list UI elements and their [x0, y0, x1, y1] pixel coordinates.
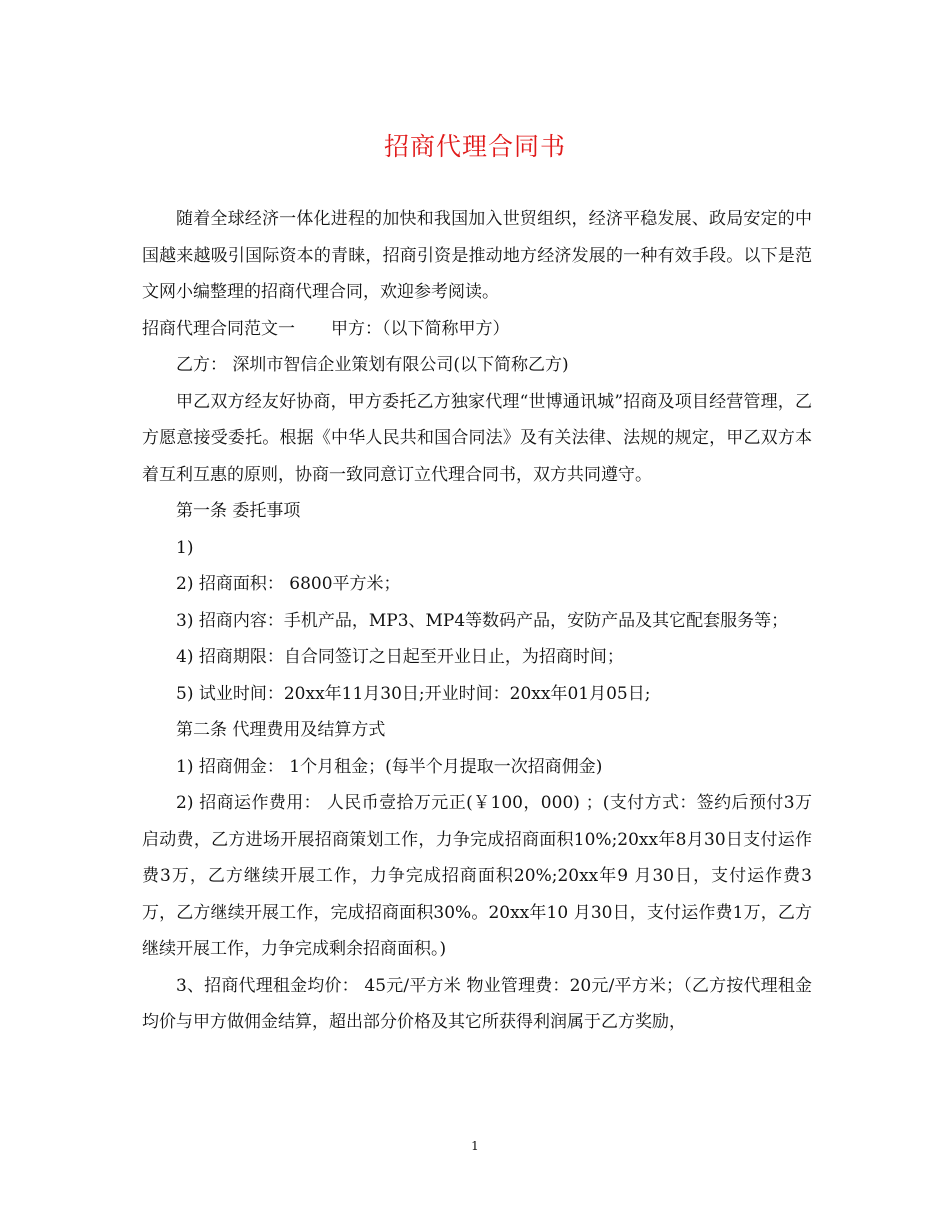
article-1-item: 5) 试业时间：20xx年11月30日;开业时间：20xx年01月05日; — [176, 683, 651, 704]
document-body — [142, 201, 812, 1041]
sample-heading: 招商代理合同范文一 — [142, 318, 295, 339]
article-1-item: 1) — [176, 537, 194, 558]
preamble-paragraph: 甲乙双方经友好协商，甲方委托乙方独家代理“世博通讯城”招商及项目经营管理，乙方愿意接受委托。根据《中华人民共和国合同法》及有关法律、法规的规定，甲乙双方本着互利互惠的原则，协商一致同意订立代理合同书，双方共同遵守。 — [142, 391, 812, 485]
document-title: 招商代理合同书 — [383, 132, 566, 161]
article-1-item: 2) 招商面积： 6800平方米； — [176, 574, 401, 594]
page-number: 1 — [471, 1139, 479, 1153]
article-1-title: 第一条 委托事项 — [176, 501, 301, 521]
article-2-title: 第二条 代理费用及结算方式 — [176, 720, 386, 740]
sample-heading-line — [142, 311, 812, 348]
article-1-item: 3) 招商内容：手机产品，MP3、MP4等数码产品，安防产品及其它配套服务等； — [176, 610, 789, 631]
article-1-item: 4) 招商期限：自合同签订之日起至开业日止，为招商时间； — [176, 647, 624, 667]
article-2-item: 3、招商代理租金均价： 45元/平方米 物业管理费：20元/平方米；（乙方按代理租金均价与甲方做佣金结算，超出部分价格及其它所获得利润属于乙方奖励， — [142, 975, 812, 1032]
intro-paragraph: 随着全球经济一体化进程的加快和我国加入世贸组织，经济平稳发展、政局安定的中国越来越吸引国际资本的青睐，招商引资是推动地方经济发展的一种有效手段。以下是范文网小编整理的招商代理合同，欢迎参考阅读。 — [142, 209, 812, 302]
party-a: 甲方：（以下简称甲方） — [331, 318, 510, 339]
article-2-item: 1) 招商佣金： 1个月租金；(每半个月提取一次招商佣金) — [176, 756, 603, 777]
article-2-item: 2) 招商运作费用： 人民币壹拾万元正(￥100，000) ；(支付方式：签约后预付3万启动费，乙方进场开展招商策划工作，力争完成招商面积10%;20xx年8月30日支付运作费3万，乙方继续开展工作，力争完成招商面积20%;20xx年9 月30日，支付运作费3万，乙方继续开展工作，完成招商面积30%。20xx年10 月30日，支付运作费1万，乙方继续开展工作，力争完成剩余招商面积。) — [142, 793, 812, 959]
party-b: 乙方： 深圳市智信企业策划有限公司(以下简称乙方) — [176, 355, 569, 375]
